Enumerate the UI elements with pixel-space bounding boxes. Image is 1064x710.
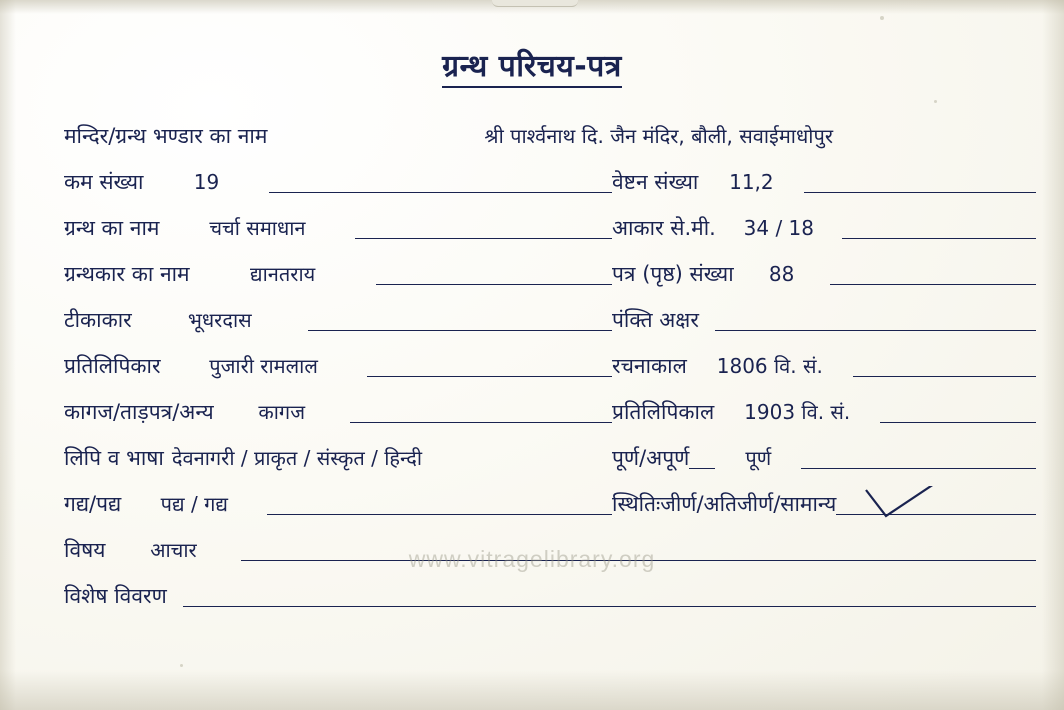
- temple-name-label: मन्दिर/ग्रन्थ भण्डार का नाम: [64, 123, 268, 148]
- gadya-padya-value[interactable]: पद्य / गद्य: [160, 492, 228, 516]
- veshtan-sankhya-value[interactable]: 11,2: [729, 170, 774, 194]
- paper-notch: [492, 0, 578, 7]
- rachanakal-label: रचनाकाल: [612, 353, 687, 378]
- pankti-akshar-rule: [715, 308, 1036, 331]
- rachanakal-rule: [853, 354, 1036, 377]
- paper-speck: [180, 664, 183, 667]
- aakar-value[interactable]: 34 / 18: [743, 216, 815, 240]
- watermark-text: www.vitragelibrary.org: [408, 546, 656, 572]
- vishesh-vivaran-value[interactable]: [167, 607, 183, 610]
- sthiti-label: स्थितिःजीर्ण/अतिजीर्ण/सामान्य: [612, 491, 837, 516]
- patra-sankhya-label: पत्र (पृष्ठ) संख्या: [612, 261, 734, 286]
- page-title: [0, 44, 1064, 88]
- form-row-temple-name: [64, 104, 1036, 150]
- pratilipikar-rule: [367, 354, 612, 377]
- pratilipikal-rule: [880, 400, 1036, 423]
- purna-apurna-value[interactable]: पूर्ण: [745, 446, 772, 470]
- granth-naam-label: ग्रन्थ का नाम: [64, 215, 160, 240]
- purna-apurna-rule: [801, 446, 1036, 469]
- paper-edge-left: [0, 0, 16, 710]
- patra-sankhya-rule: [830, 262, 1036, 285]
- pratilipikal-value[interactable]: 1903 वि. सं.: [744, 400, 851, 424]
- vishay-value[interactable]: आचार: [150, 538, 197, 562]
- kagaj-label: कागज/ताड़पत्र/अन्य: [64, 399, 214, 424]
- purna-apurna-label: पूर्ण/अपूर्ण: [612, 445, 690, 470]
- lipi-bhasha-label: लिपि व भाषा: [64, 445, 164, 470]
- vishay-rule: [241, 538, 1036, 561]
- rachanakal-value[interactable]: 1806 वि. सं.: [716, 354, 823, 378]
- lipi-bhasha-value[interactable]: देवनागरी / प्राकृत / संस्कृत / हिन्दी: [171, 446, 423, 470]
- granth-naam-value[interactable]: चर्चा समाधान: [209, 216, 306, 240]
- pratilipikar-value[interactable]: पुजारी रामलाल: [209, 354, 318, 378]
- pankti-akshar-value[interactable]: [699, 331, 715, 334]
- form-row-kram-sankhya: [64, 150, 1036, 196]
- vishesh-vivaran-label: विशेष विवरण: [64, 583, 167, 608]
- pratilipikal-label: प्रतिलिपिकाल: [612, 399, 715, 424]
- paper-edge-right: [1042, 0, 1064, 710]
- tikakar-label: टीकाकार: [64, 307, 132, 332]
- form-row-lipi-bhasha: [64, 426, 1036, 472]
- page-title-text: ग्रन्थ परिचय-पत्र: [442, 44, 622, 88]
- sthiti-rule: [836, 492, 1036, 515]
- form-row-tikakar: [64, 288, 1036, 334]
- purna-apurna-rule-left: [689, 446, 715, 469]
- granthkar-naam-rule: [376, 262, 612, 285]
- paper-speck: [934, 100, 937, 103]
- tikakar-value[interactable]: भूधरदास: [187, 308, 252, 332]
- form-row-granthkar-naam: [64, 242, 1036, 288]
- vishesh-vivaran-rule: [183, 584, 1036, 607]
- gadya-padya-rule: [267, 492, 612, 515]
- aakar-label: आकार से.मी.: [612, 215, 716, 240]
- catalog-form: [64, 104, 1036, 610]
- paper-edge-bottom: [0, 670, 1064, 710]
- gadya-padya-label: गद्य/पद्य: [64, 491, 122, 516]
- paper-speck: [880, 16, 884, 20]
- kagaj-value[interactable]: कागज: [258, 400, 306, 424]
- form-row-kagaj: [64, 380, 1036, 426]
- form-row-gadya-padya: [64, 472, 1036, 518]
- form-row-vishay: [64, 518, 1036, 564]
- granthkar-naam-value[interactable]: द्यानतराय: [249, 262, 316, 286]
- kram-sankhya-label: कम संख्या: [64, 169, 144, 194]
- veshtan-sankhya-label: वेष्टन संख्या: [612, 169, 699, 194]
- kram-sankhya-value[interactable]: 19: [193, 170, 220, 194]
- pankti-akshar-label: पंक्ति अक्षर: [612, 307, 699, 332]
- form-row-vishesh-vivaran: [64, 564, 1036, 610]
- tikakar-rule: [308, 308, 612, 331]
- granth-naam-rule: [355, 216, 612, 239]
- kram-sankhya-rule: [269, 170, 612, 193]
- granthkar-naam-label: ग्रन्थकार का नाम: [64, 261, 190, 286]
- temple-name-value[interactable]: श्री पार्श्वनाथ दि. जैन मंदिर, बौली, सवाईमाधोपुर: [484, 124, 834, 148]
- kagaj-rule: [350, 400, 612, 423]
- patra-sankhya-value[interactable]: 88: [768, 262, 795, 286]
- form-row-granth-naam: [64, 196, 1036, 242]
- veshtan-sankhya-rule: [804, 170, 1036, 193]
- pratilipikar-label: प्रतिलिपिकार: [64, 353, 161, 378]
- form-row-pratilipikar: [64, 334, 1036, 380]
- aakar-rule: [842, 216, 1036, 239]
- vishay-label: विषय: [64, 537, 106, 562]
